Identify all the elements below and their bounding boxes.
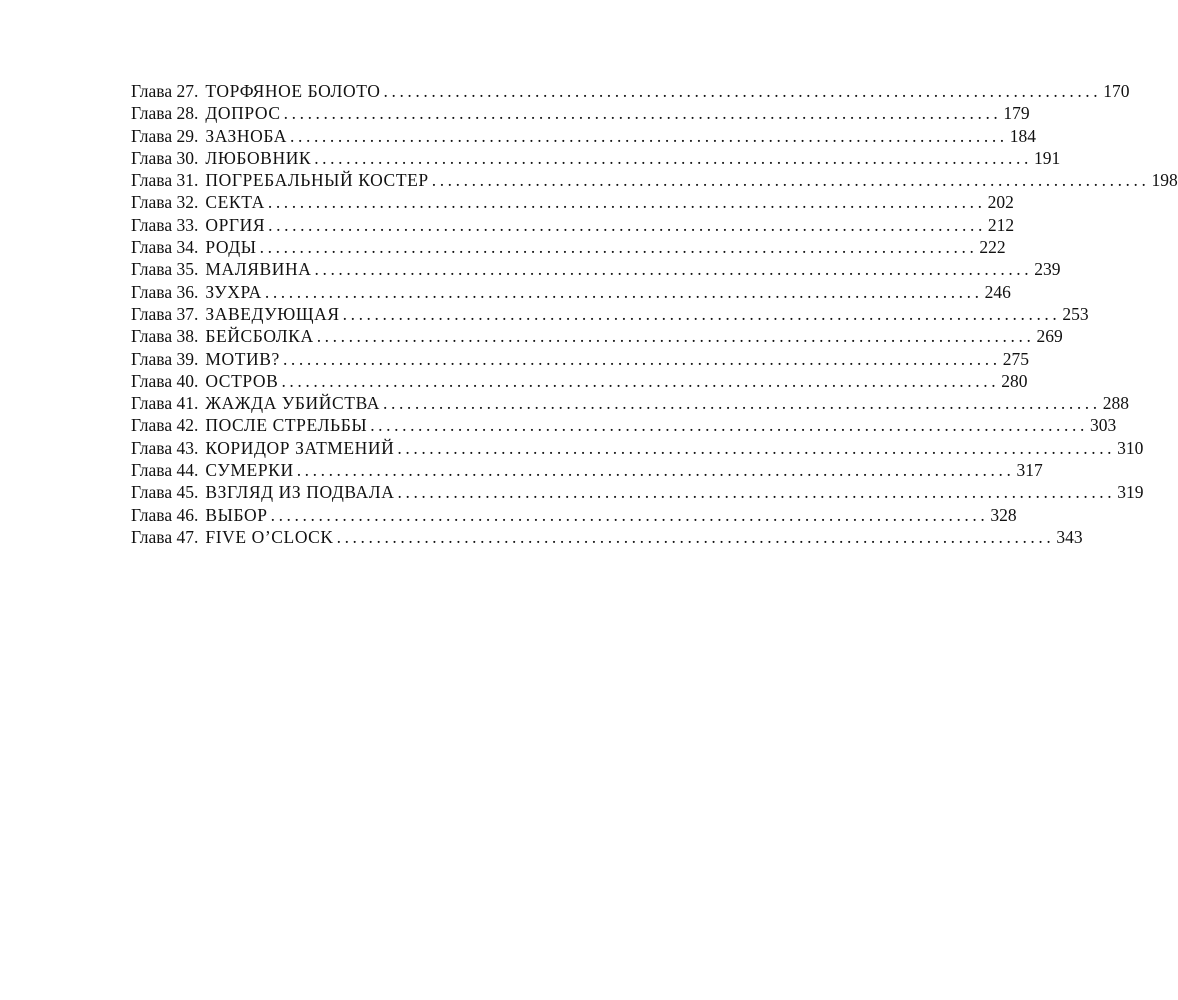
toc-entry[interactable] xyxy=(131,348,1029,370)
dot-leader: .......................................................................................... xyxy=(370,415,1088,436)
dot-leader: .......................................................................................... xyxy=(314,259,1033,280)
page-number: 191 xyxy=(1033,147,1061,168)
dot-leader: .......................................................................................... xyxy=(336,526,1055,547)
page-number: 253 xyxy=(1062,303,1089,324)
chapter-title: МОТИВ? xyxy=(205,348,280,369)
chapter-number: Глава 47. xyxy=(131,526,199,547)
page-number: 179 xyxy=(1003,103,1030,124)
chapter-number: Глава 32. xyxy=(131,192,199,213)
dot-leader: .......................................................................................... xyxy=(283,103,1002,124)
chapter-number: Глава 27. xyxy=(131,81,199,101)
dot-leader: .......................................................................................... xyxy=(296,460,1015,481)
chapter-title: ПОГРЕБАЛЬНЫЙ КОСТЕР xyxy=(205,170,429,191)
dot-leader: .......................................................................................... xyxy=(268,214,986,235)
page-number: 343 xyxy=(1056,526,1083,547)
chapter-number: Глава 40. xyxy=(131,370,199,391)
dot-leader: .......................................................................................... xyxy=(314,147,1032,168)
toc-entry[interactable] xyxy=(131,147,1061,169)
page-number: 202 xyxy=(987,192,1014,213)
chapter-title: ОСТРОВ xyxy=(205,370,279,391)
toc-entry[interactable] xyxy=(131,481,1144,503)
toc-entry[interactable] xyxy=(131,459,1043,481)
dot-leader: .......................................................................................... xyxy=(383,81,1102,101)
chapter-title: МАЛЯВИНА xyxy=(205,259,312,280)
page-number: 303 xyxy=(1089,415,1117,436)
toc-entry[interactable] xyxy=(131,370,1028,392)
chapter-number: Глава 30. xyxy=(131,147,199,168)
page-number: 269 xyxy=(1036,326,1063,347)
chapter-number: Глава 36. xyxy=(131,281,199,302)
table-of-contents xyxy=(131,80,1178,548)
toc-entry[interactable] xyxy=(131,281,1011,303)
toc-entry[interactable] xyxy=(131,236,1006,258)
toc-entry[interactable] xyxy=(131,504,1017,526)
page-number: 198 xyxy=(1151,170,1178,191)
dot-leader: .......................................................................................... xyxy=(383,393,1101,414)
toc-entry[interactable] xyxy=(131,414,1117,436)
dot-leader: .......................................................................................... xyxy=(281,370,1000,391)
chapter-title: ЛЮБОВНИК xyxy=(205,147,312,168)
chapter-title: ЗАЗНОБА xyxy=(205,125,288,146)
chapter-title: ПОСЛЕ СТРЕЛЬБЫ xyxy=(205,415,368,436)
chapter-title: ДОПРОС xyxy=(205,103,281,124)
page-number: 280 xyxy=(1001,370,1028,391)
chapter-title: ЗУХРА xyxy=(205,281,262,302)
page-number: 317 xyxy=(1016,460,1043,481)
chapter-number: Глава 28. xyxy=(131,103,199,124)
page-number: 310 xyxy=(1117,437,1144,458)
chapter-number: Глава 38. xyxy=(131,326,199,347)
dot-leader: .......................................................................................... xyxy=(290,125,1008,146)
dot-leader: .......................................................................................... xyxy=(397,482,1116,503)
toc-entry[interactable] xyxy=(131,169,1178,191)
chapter-number: Глава 43. xyxy=(131,437,199,458)
chapter-title: ВЫБОР xyxy=(205,504,268,525)
dot-leader: .......................................................................................... xyxy=(282,348,1001,369)
page-number: 319 xyxy=(1117,482,1144,503)
toc-entry[interactable] xyxy=(131,125,1037,147)
page-number: 170 xyxy=(1103,81,1130,101)
toc-entry[interactable] xyxy=(131,526,1083,548)
toc-entry[interactable] xyxy=(131,214,1015,236)
chapter-number: Глава 31. xyxy=(131,170,199,191)
page-number: 222 xyxy=(979,237,1006,258)
dot-leader: .......................................................................................... xyxy=(316,326,1035,347)
chapter-title: ВЗГЛЯД ИЗ ПОДВАЛА xyxy=(205,482,395,503)
page-number: 288 xyxy=(1102,393,1129,414)
toc-entry[interactable] xyxy=(131,437,1144,459)
chapter-title: КОРИДОР ЗАТМЕНИЙ xyxy=(205,437,395,458)
page-number: 275 xyxy=(1002,348,1029,369)
dot-leader: .......................................................................................... xyxy=(270,504,989,525)
chapter-number: Глава 35. xyxy=(131,259,199,280)
chapter-title: СУМЕРКИ xyxy=(205,460,294,481)
page-number: 246 xyxy=(984,281,1011,302)
chapter-number: Глава 37. xyxy=(131,303,199,324)
chapter-number: Глава 41. xyxy=(131,393,199,414)
chapter-number: Глава 29. xyxy=(131,125,199,146)
page-number: 212 xyxy=(987,214,1015,235)
page-number: 184 xyxy=(1009,125,1037,146)
chapter-title: СЕКТА xyxy=(205,192,265,213)
chapter-number: Глава 46. xyxy=(131,504,199,525)
chapter-number: Глава 39. xyxy=(131,348,199,369)
toc-entry[interactable] xyxy=(131,191,1014,213)
chapter-title: ОРГИЯ xyxy=(205,214,266,235)
chapter-title: FIVE O’CLOCK xyxy=(205,526,334,547)
dot-leader: .......................................................................................... xyxy=(342,303,1061,324)
chapter-number: Глава 33. xyxy=(131,214,199,235)
chapter-title: ЗАВЕДУЮЩАЯ xyxy=(205,303,340,324)
chapter-number: Глава 34. xyxy=(131,237,199,258)
chapter-title: ЖАЖДА УБИЙСТВА xyxy=(205,393,380,414)
dot-leader: .......................................................................................... xyxy=(259,237,978,258)
chapter-number: Глава 45. xyxy=(131,482,199,503)
dot-leader: .......................................................................................... xyxy=(267,192,986,213)
chapter-title: БЕЙСБОЛКА xyxy=(205,326,314,347)
page-number: 328 xyxy=(990,504,1017,525)
page-number: 239 xyxy=(1034,259,1061,280)
toc-entry[interactable] xyxy=(131,325,1063,347)
toc-entry[interactable] xyxy=(131,102,1030,124)
chapter-number: Глава 42. xyxy=(131,415,199,436)
dot-leader: .......................................................................................... xyxy=(264,281,983,302)
chapter-title: ТОРФЯНОЕ БОЛОТО xyxy=(205,81,381,101)
toc-entry[interactable] xyxy=(131,303,1089,325)
toc-entry[interactable] xyxy=(131,80,1130,102)
dot-leader: .......................................................................................... xyxy=(431,170,1150,191)
dot-leader: .......................................................................................... xyxy=(397,437,1116,458)
toc-entry[interactable] xyxy=(131,258,1061,280)
chapter-title: РОДЫ xyxy=(205,237,257,258)
chapter-number: Глава 44. xyxy=(131,460,199,481)
toc-entry[interactable] xyxy=(131,392,1129,414)
